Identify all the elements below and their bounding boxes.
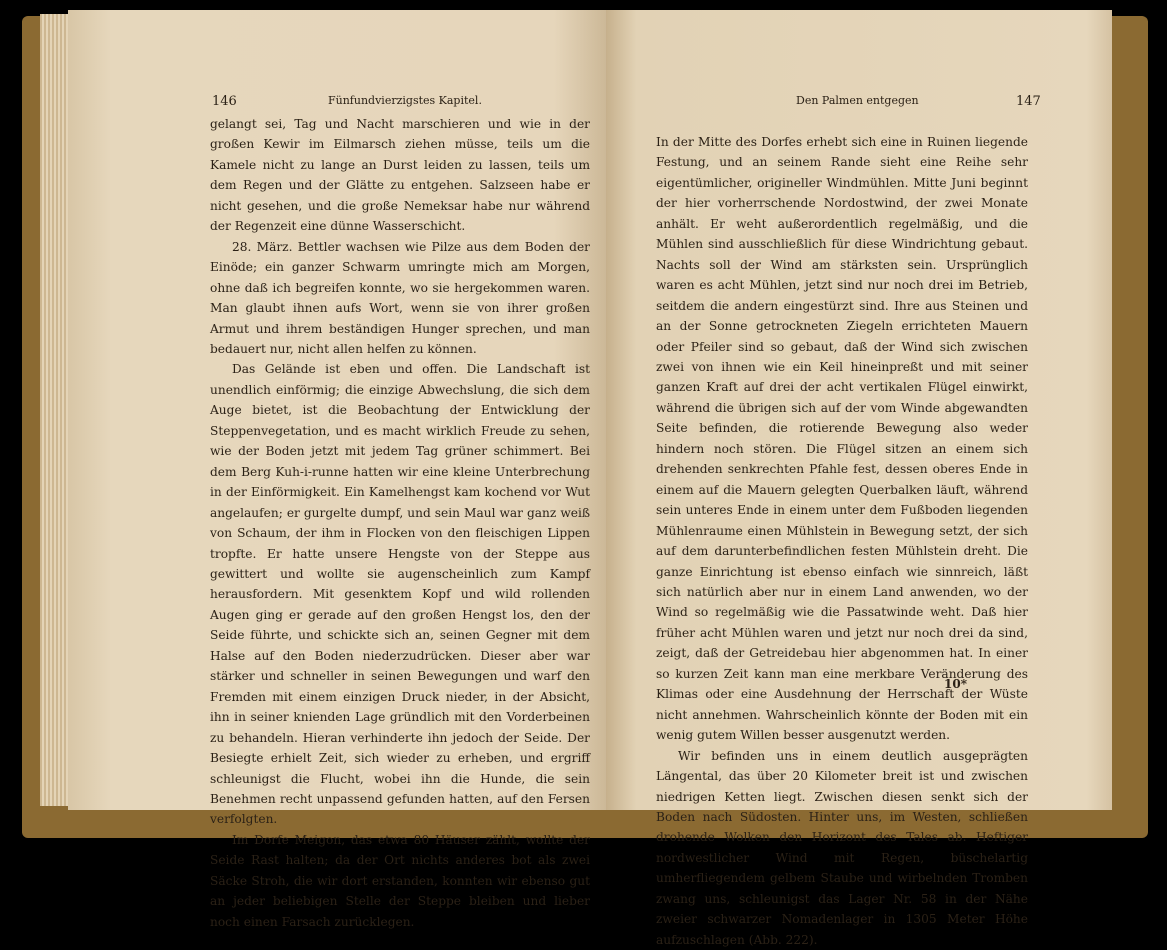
left-page xyxy=(68,10,608,929)
page-number: 147 xyxy=(1016,94,1041,109)
page-edges xyxy=(40,14,70,806)
signature-mark: 10* xyxy=(944,677,967,691)
page-body xyxy=(210,114,590,932)
paragraph: Das Gelände ist eben und offen. Die Landschaft ist unendlich einförmig; die einzige Abwechslung, die sich dem Auge bietet, ist die Beobachtung der Entwicklung der Steppenvegetation, und es macht wirklich Freude zu sehen, wie der Boden jetzt mit jedem Tag grüner schimmert. Bei dem Berg Kuh-i-runne hatten wir eine kleine Unterbrechung in der Einförmigkeit. Ein Kamelhengst kam kochend vor Wut angelaufen; er gurgelte dumpf, und sein Maul war ganz weiß von Schaum, der ihm in Flocken von den fleischigen Lippen tropfte. Er hatte unsere Hengste von der Steppe aus gewittert und wollte sie augenscheinlich zum Kampf herausfordern. Mit gesenktem Kopf und wild rollenden Augen ging er gerade auf den großen Hengst los, den der Seide führte, und schickte sich an, seinen Gegner mit dem Halse auf den Boden niederzudrücken. Dieser aber war stärker und schneller in seinen Bewegungen und warf den Fremden mit einem einzigen Druck nieder, in der Absicht, ihn in seiner knienden Lage gründlich mit den Vorderbeinen zu behandeln. Hieran verhinderte ihn jedoch der Seide. Der Besiegte erhielt Zeit, sich wieder zu erheben, und ergriff schleunigst die Flucht, wobei ihn die Hunde, die sein Benehmen recht unpassend gefunden hatten, auf den Fersen verfolgten. xyxy=(210,362,590,827)
right-page xyxy=(606,10,1112,947)
paragraph: Wir befinden uns in einem deutlich ausgeprägten Längental, das über 20 Kilometer breit ist und zwischen niedrigen Ketten liegt. Zwischen diesen senkt sich der Boden nach Südosten. Hinter uns, im Westen, schließen drohende Wolken den Horizont des Tales ab. Heftiger nordwestlicher Wind mit Regen, büschelartig umherfliegendem gelbem Staube und wirbelnden Tromben zwang uns, schleunigst das Lager Nr. 58 in der Nähe zweier schwarzer Nomadenlager in 1305 Meter Höhe aufzuschlagen (Abb. 222). xyxy=(656,748,1028,947)
running-head: Den Palmen entgegen xyxy=(796,94,919,107)
paragraph: In der Mitte des Dorfes erhebt sich eine in Ruinen liegende Festung, und an seinem Rande sieht eine Reihe sehr eigentümlicher, origineller Windmühlen. Mitte Juni beginnt der hier vorherrschende Nordostwind, der zwei Monate anhält. Er weht außerordentlich regelmäßig, und die Mühlen sind ausschließlich für diese Windrichtung gebaut. Nachts soll der Wind am stärksten sein. Ursprünglich waren es acht Mühlen, jetzt sind nur noch drei im Betrieb, seitdem die andern eingestürzt sind. Ihre aus Steinen und an der Sonne getrockneten Ziegeln errichteten Mauern oder Pfeiler sind so gebaut, daß der Wind sich zwischen zwei von ihnen wie ein Keil hineinpreßt und mit seiner ganzen Kraft auf drei der acht vertikalen Flügel einwirkt, während die übrigen sich auf der vom Winde abgewandten Seite befinden, die rotierende Bewegung also weder hindern noch stören. Die Flügel sitzen an einem sich drehenden senkrechten Pfahle fest, dessen oberes Ende in einem auf die Mauern gelegten Querbalken läuft, während sein unteres Ende in einem unter dem Fußboden liegenden Mühlenraume einen Mühlstein in Bewegung setzt, der sich auf dem darunterbefindlichen festen Mühlstein dreht. Die ganze Einrichtung ist ebenso einfach wie sinnreich, läßt sich natürlich aber nur in einem Land anwenden, wo der Wind so regelmäßig wie die Passatwinde weht. Daß hier früher acht Mühlen waren und jetzt nur noch drei da sind, zeigt, daß der Getreidebau hier abgenommen hat. In einer so kurzen Zeit kann man eine merkbare Veränderung des Klimas oder eine Ausdehnung der Herrschaft der Wüste nicht annehmen. Wahrscheinlich könnte der Boden mit ein wenig gutem Willen besser ausgenutzt werden. xyxy=(656,135,1028,743)
page-number: 146 xyxy=(212,94,237,109)
paragraph: 28. März. Bettler wachsen wie Pilze aus dem Boden der Einöde; ein ganzer Schwarm umringte mich am Morgen, ohne daß ich begreifen konnte, wo sie hergekommen waren. Man glaubt ihnen aufs Wort, wenn sie von ihrer großen Armut und ihrem beständigen Hunger sprechen, und man bedauert nur, nicht allen helfen zu können. xyxy=(210,239,590,356)
running-head: Fünfundvierzigstes Kapitel. xyxy=(328,94,482,107)
paragraph: Im Dorfe Meigon, das etwa 80 Häuser zählt, wollte der Seide Rast halten; da der Ort nichts anderes bot als zwei Säcke Stroh, die wir dort erstanden, konnten wir ebenso gut an jeder beliebigen Stelle der Steppe bleiben und lieber noch einen Farsach zurücklegen. xyxy=(210,832,590,929)
page-body xyxy=(656,132,1028,950)
paragraph: gelangt sei, Tag und Nacht marschieren und wie in der großen Kewir im Eilmarsch ziehen müsse, teils um die Kamele nicht zu lange an Durst leiden zu lassen, teils um dem Regen und der Glätte zu entgehen. Salzseen habe er nicht gesehen, und die große Nemeksar habe nur während der Regenzeit eine dünne Wasserschicht. xyxy=(210,117,590,234)
